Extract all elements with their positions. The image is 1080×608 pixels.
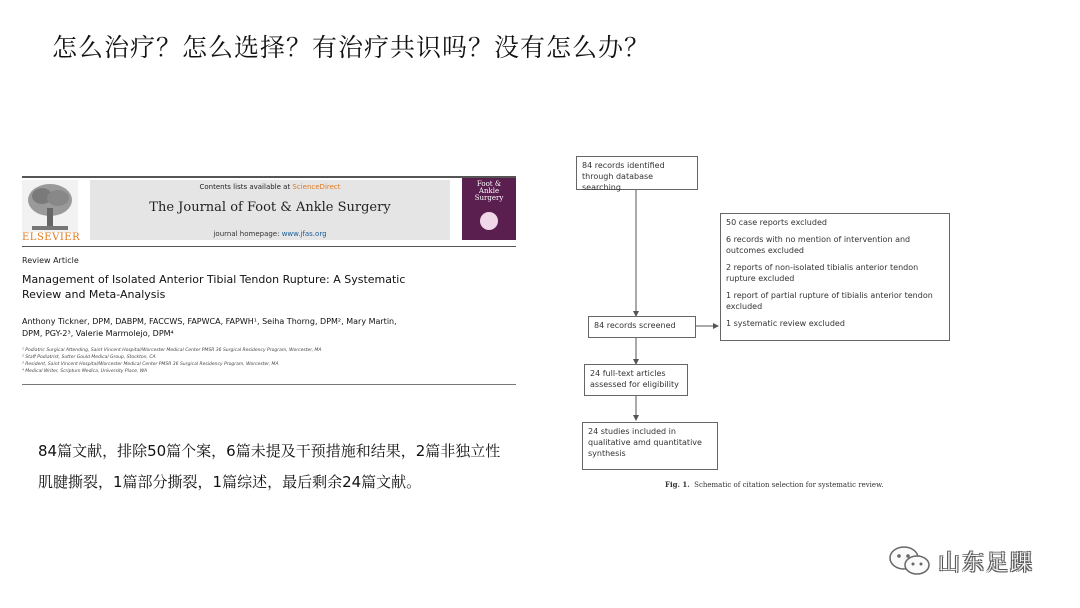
exclusion-item: 50 case reports excluded <box>726 218 827 227</box>
cover-title: Foot & Ankle Surgery <box>474 180 504 202</box>
homepage-link[interactable]: www.jfas.org <box>281 230 327 238</box>
author-list: Anthony Tickner, DPM, DABPM, FACCWS, FAPWCA, FAPWH¹, Seiha Thorng, DPM², Mary Martin, DPM, PGY-2³, Valerie Marmolejo, DPM⁴ <box>22 317 397 338</box>
sciencedirect-link[interactable]: ScienceDirect <box>292 183 341 191</box>
affiliation-item: ³ Resident, Saint Vincent Hospital/Worcester Medical Center PMSR 36 Surgical Residency Program, Worcester, MA <box>22 362 279 367</box>
box-records-screened <box>588 316 696 338</box>
exclusion-item: 2 reports of non-isolated tibialis anterior tendon rupture excluded <box>726 263 919 283</box>
contents-line <box>90 183 450 191</box>
affiliations <box>22 347 402 375</box>
affiliation-item: ² Staff Podiatrist, Sutter Gould Medical Group, Stockton, CA <box>22 355 156 360</box>
wechat-icon <box>888 544 932 578</box>
affiliation-item: ⁴ Medical Writer, Scriptum Medica, University Place, WA <box>22 369 148 374</box>
journal-cover <box>462 178 516 240</box>
box-text: 24 full-text articles assessed for eligibility <box>590 369 679 389</box>
homepage-line <box>90 230 450 238</box>
caption-label: Fig. 1. <box>665 480 690 489</box>
box-fulltext-assessed <box>584 364 688 396</box>
caption-text: Schematic of citation selection for systematic review. <box>694 481 884 489</box>
exclusion-item: 1 report of partial rupture of tibialis anterior tendon excluded <box>726 291 933 311</box>
journal-banner <box>90 180 450 240</box>
publisher-name: ELSEVIER <box>22 232 81 243</box>
box-text: 84 records identified through database searching <box>582 161 665 192</box>
slide-title: 怎么治疗？怎么选择？有治疗共识吗？没有怎么办？ <box>52 33 651 62</box>
article-type: Review Article <box>22 256 79 265</box>
journal-name: The Journal of Foot & Ankle Surgery <box>149 200 391 215</box>
cover-image <box>480 212 498 230</box>
affiliation-item: ¹ Podiatric Surgical Attending, Saint Vincent Hospital/Worcester Medical Center PMSR 36 Surgical Residency Program, Worcester, MA <box>22 348 322 353</box>
divider <box>22 246 516 247</box>
exclusion-item: 6 records with no mention of intervention and outcomes excluded <box>726 235 911 255</box>
contents-prefix: Contents lists available at <box>199 183 293 191</box>
summary-text: 84篇文献，排除50篇个案，6篇未提及干预措施和结果，2篇非独立性肌腱撕裂，1篇部分撕裂，1篇综述，最后剩余24篇文献。 <box>38 442 501 491</box>
divider <box>22 176 516 178</box>
box-text: 24 studies included in qualitative amd quantitative synthesis <box>588 427 702 458</box>
box-text: 84 records screened <box>594 321 676 330</box>
paper-header <box>22 172 516 388</box>
prisma-flowchart <box>570 150 980 495</box>
figure-caption <box>665 480 883 489</box>
article-title: Management of Isolated Anterior Tibial Tendon Rupture: A Systematic Review and Meta-Analysis <box>22 273 406 301</box>
watermark-text: 山东足踝 <box>938 551 1035 576</box>
homepage-prefix: journal homepage: <box>213 230 282 238</box>
box-exclusions <box>720 213 950 341</box>
exclusion-item: 1 systematic review excluded <box>726 319 845 328</box>
divider <box>22 384 516 385</box>
box-studies-included <box>582 422 718 470</box>
box-records-identified <box>576 156 698 190</box>
